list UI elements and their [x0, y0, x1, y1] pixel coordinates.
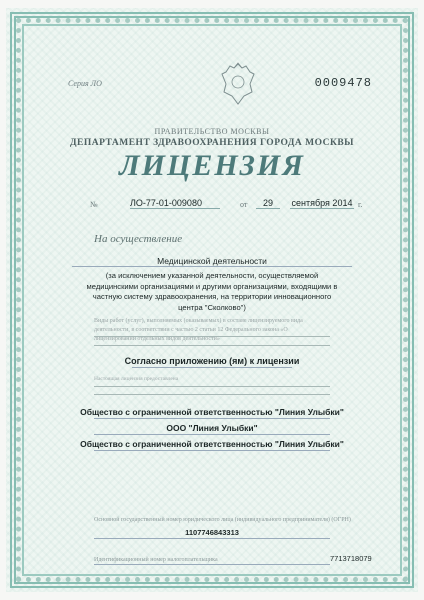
org-underline — [94, 450, 330, 451]
department-heading: ДЕПАРТАМЕНТ ЗДРАВООХРАНЕНИЯ ГОРОДА МОСКВЫ — [69, 138, 355, 148]
license-day: 29 — [256, 198, 280, 209]
activity-exclusions: (за исключением указанной деятельности, осуществляемой медицинскими организациями и другими организациями, входящими в частную систему здравоохранения, на территории инновационного центра "Сколково") — [86, 271, 338, 312]
year-suffix: г. — [358, 200, 363, 209]
ogrn-label: Основной государственный номер юридического лица (индивидуального предпринимателя) (ОГРН) — [94, 517, 351, 523]
series-label: Серия ЛО — [68, 79, 102, 88]
org-underline — [94, 434, 330, 435]
serial-number: 0009478 — [314, 76, 372, 90]
works-description: Виды работ (услуг), выполняемых (оказываемых) в составе лицензируемого вида деятельности, в соответствии с частью 2 статьи 12 Федерального закона «О лицензировании отдельных видов деятельности» — [94, 318, 303, 342]
org-underline — [94, 418, 330, 419]
annex-reference: Согласно приложению (ям) к лицензии — [124, 356, 300, 366]
annex-underline — [132, 367, 292, 368]
license-month-year: сентября 2014 — [291, 198, 353, 208]
inn-label: Идентификационный номер налогоплательщика — [94, 557, 218, 563]
organization-full-name-repeat: Общество с ограниченной ответственностью "Линия Улыбки" — [80, 439, 344, 449]
ogrn-underline — [94, 538, 330, 539]
works-underline — [94, 336, 330, 337]
number-prefix: № — [90, 200, 98, 209]
notice-underline — [94, 386, 330, 387]
activity-type: Медицинской деятельности — [157, 256, 267, 266]
organization-full-name: Общество с ограниченной ответственностью "Линия Улыбки" — [80, 407, 344, 417]
date-from-label: от — [240, 200, 248, 209]
ogrn-value: 1107746843313 — [185, 528, 239, 537]
issued-to-notice: Настоящая лицензия предоставлена — [94, 376, 179, 382]
government-heading: ПРАВИТЕЛЬСТВО МОСКВЫ — [154, 127, 270, 136]
organization-short-name: ООО "Линия Улыбки" — [166, 423, 258, 433]
implementation-label: На осуществление — [94, 233, 183, 245]
notice-underline — [94, 394, 330, 395]
inn-underline — [94, 564, 330, 565]
works-underline — [94, 345, 330, 346]
coat-of-arms-icon — [220, 62, 256, 106]
license-document — [6, 8, 418, 592]
document-title: ЛИЦЕНЗИЯ — [119, 149, 305, 182]
license-number: ЛО-77-01-009080 — [130, 198, 220, 209]
inn-value: 7713718079 — [330, 554, 372, 563]
document-body — [32, 34, 392, 566]
activity-underline — [72, 266, 352, 267]
